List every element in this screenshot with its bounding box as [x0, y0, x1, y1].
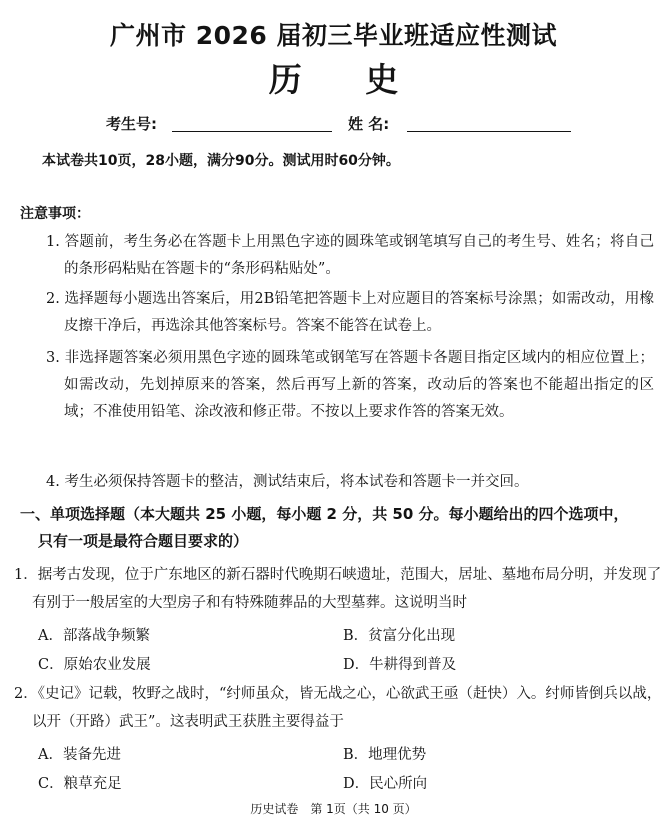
subject-title: 历 史 [268, 60, 425, 99]
question-stem: 1．据考古发现，位于广东地区的新石器时代晚期石峡遗址，范围大，居址、墓地布局分明，并发现了有别于一般居室的大型房子和有特殊随葬品的大型墓葬。这说明当时 [14, 567, 662, 611]
section-heading-line1: 一、单项选择题（本大题共 25 小题，每小题 2 分，共 50 分。每小题给出的四个选项中， [20, 505, 629, 523]
exam-number-field[interactable] [172, 131, 332, 132]
option-b: B．地理优势 [343, 747, 427, 763]
section-heading-line2: 只有一项是最符合题目要求的） [38, 532, 249, 550]
notice-item: 3. 非选择题答案必须用黑色字迹的圆珠笔或钢笔写在答题卡各题目指定区域内的相应位置上；如需改动，先划掉原来的答案，然后再写上新的答案，改动后的答案也不能超出指定的区域；不准使用铅笔、涂改液和修正带。不按以上要求作答的答案无效。 [46, 350, 654, 420]
option-d: D．民心所向 [343, 776, 428, 792]
name-label: 姓 名: [348, 115, 390, 133]
option-b: B．贫富分化出现 [343, 628, 456, 644]
question-2 [14, 680, 664, 736]
notice-item: 2. 选择题每小题选出答案后，用2B铅笔把答题卡上对应题目的答案标号涂黑；如需改动，用橡皮擦干净后，再选涂其他答案标号。答案不能答在试卷上。 [46, 291, 654, 334]
option-c: C．原始农业发展 [38, 657, 151, 673]
section-heading [20, 501, 660, 555]
notice-item: 4. 考生必须保持答题卡的整洁，测试结束后，将本试卷和答题卡一并交回。 [46, 474, 529, 490]
notice-heading: 注意事项： [20, 206, 90, 222]
exam-number-label: 考生号: [106, 115, 157, 133]
notice-item: 1. 答题前，考生务必在答题卡上用黑色字迹的圆珠笔或钢笔填写自己的考生号、姓名；将自己的条形码粘贴在答题卡的“条形码粘贴处”。 [46, 234, 654, 277]
exam-title: 广州市 2026 届初三毕业班适应性测试 [110, 21, 557, 50]
exam-intro: 本试卷共10页，28小题，满分90分。测试用时60分钟。 [42, 153, 400, 169]
option-c: C．粮草充足 [38, 776, 122, 792]
question-1 [14, 561, 664, 617]
name-field[interactable] [407, 131, 571, 132]
option-d: D．牛耕得到普及 [343, 657, 457, 673]
candidate-fields [0, 113, 667, 135]
option-a: A．装备先进 [38, 747, 121, 763]
option-a: A．部落战争频繁 [38, 628, 150, 644]
question-stem: 2．《史记》记载，牧野之战时，“纣师虽众，皆无战之心，心欲武王亟（赶快）入。纣师皆倒兵以战，以开（开路）武王”。这表明武王获胜主要得益于 [14, 686, 662, 730]
page-footer: 历史试卷 第 1页（共 10 页） [250, 802, 417, 816]
